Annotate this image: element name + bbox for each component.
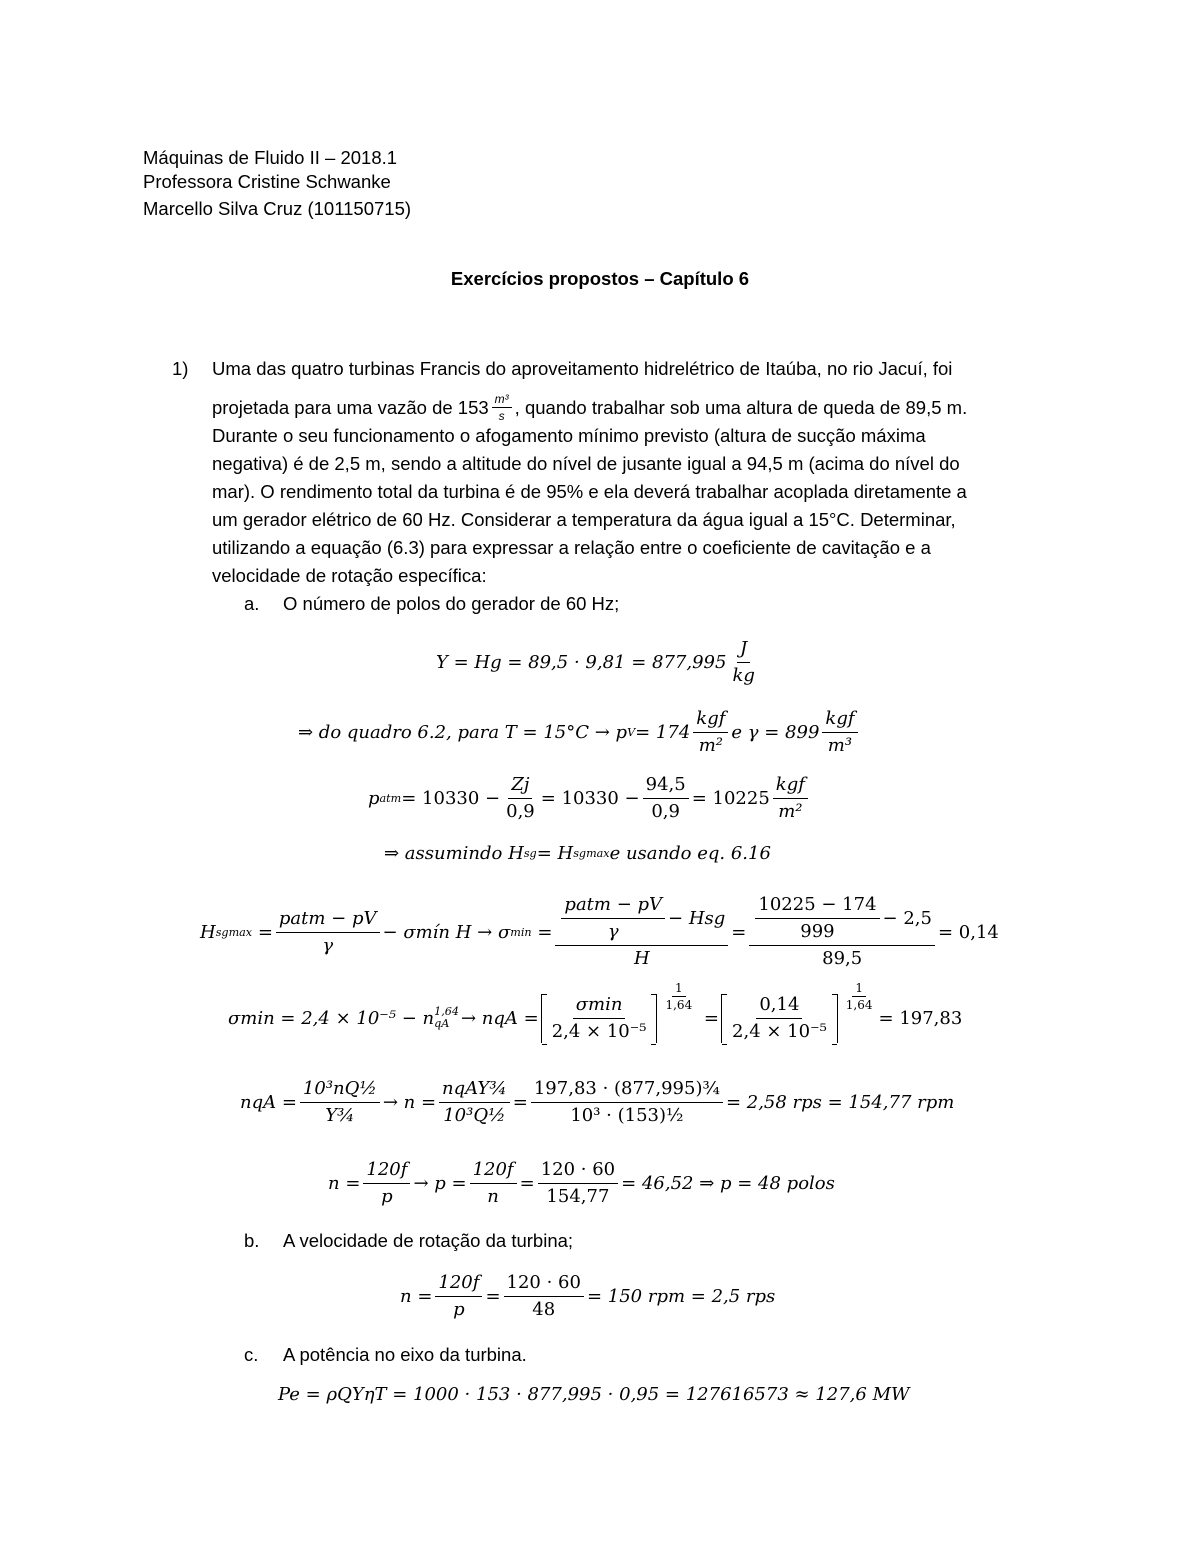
eq2-sub: V [627,726,636,739]
eq6-sup: 1,64 [434,1005,459,1018]
eq7-frac-1 [300,1078,380,1127]
line2-pre: projetada para uma vazão de 153 [212,396,489,418]
eq4-s2: sgmax [573,847,610,860]
problem-line-3: Durante o seu funcionamento o afogamento mínimo previsto (altura de sucção máxima [212,425,926,446]
eq5-msub: min [510,925,532,939]
eq9-result: = 150 rpm = 2,5 rps [586,1285,776,1307]
eq8-mid: → p = [413,1172,467,1194]
line2-post: , quando trabalhar sob uma altura de queda de 89,5 m. [514,396,968,418]
eq9-frac-2 [504,1272,584,1321]
eq5-frac2-den: H [634,948,650,969]
equation-8: n = $\frac{120f}{p}$ → p = $\frac{120f}{n}$ = $\frac{120 \cdot 60}{154,77}$ = 46,52 ⇒ p = 48 polos [328,1158,835,1207]
item-b-letter: b. [244,1230,260,1251]
eq2-unit1-den: m² [698,735,723,756]
eq2-lhs: ⇒ do quadro 6.2, para T = 15°C → p [298,722,628,743]
eq9-lhs: n = [400,1285,433,1307]
eq4-a: ⇒ assumindo H [384,843,524,864]
problem-number: 1) [172,358,189,379]
item-a-text: O número de polos do gerador de 60 Hz; [283,593,620,614]
eq5-result: = 0,14 [937,921,999,943]
eq4-c: e usando eq. 6.16 [609,843,771,864]
eq5-lsub: sgmax [215,925,253,939]
eq5-mid: − σmín H → σ [382,921,511,943]
eq8-frac3-den: 154,77 [546,1185,610,1207]
flow-unit [492,393,512,422]
eq6-frac2-num: 0,14 [756,994,802,1019]
eq7-frac2-den: 10³Q½ [443,1104,506,1126]
equation-5: H sgmax = patm − pV γ − σmín H → σ min = patm − pV γ − Hsg H = 10225 − 174 999 − 2,5 89,5 = 0,14 [200,894,999,969]
eq8-frac1-num: 120f [363,1159,410,1184]
eq5-lhs: H [200,921,216,943]
eq3-asub: atm [379,792,402,805]
eq3-frac-2 [643,774,689,823]
eq1-unit-den: kg [732,665,755,686]
eq6-exponent-2 [843,982,876,1011]
student-line: Marcello Silva Cruz (101150715) [143,198,412,219]
eq9-frac2-den: 48 [532,1298,556,1320]
eq8-frac1-den: p [381,1185,393,1207]
professor-line: Professora Cristine Schwanke [143,171,391,192]
problem-line-2 [212,393,967,422]
eq7-lhs: nqA = [240,1091,297,1113]
problem-line-7: utilizando a equação (6.3) para expressar a relação entre o coeficiente de cavitação e a [212,537,931,558]
eq6-b: → nqA = [460,1007,539,1029]
item-c-text: A potência no eixo da turbina. [283,1344,527,1365]
eq6-exp1-num: 1 [672,982,686,997]
eq5-frac2-num-b: γ [607,921,619,942]
eq8-result: = 46,52 ⇒ p = 48 polos [621,1172,835,1194]
eq2-unit2-num: kgf [822,708,857,733]
eq8-frac-2 [470,1159,517,1208]
eq3-a: p [368,788,380,809]
eq9-frac2-num: 120 · 60 [504,1272,584,1297]
eq5-frac-2 [555,894,728,970]
item-b-text: A velocidade de rotação da turbina; [283,1230,574,1251]
eq5-frac3-num-b: 999 [800,921,835,942]
eq2-unit2-den: m³ [827,735,853,756]
eq7-frac-2 [439,1078,510,1127]
eq7-frac1-den: Y¾ [325,1104,355,1126]
equation-10 [278,1384,910,1405]
eq7-frac-3 [531,1078,723,1127]
equation-7: nqA = $\frac{\text{10³nQ½}}{\text{Y¾}}$ → n = nqAY¾ 10³Q½ = $\frac{\text{197,83 · (877,995)¾}}{\text{10³ · (153)½}}$ = 2,58 rps = 154,77 rpm [240,1077,955,1126]
item-c-letter: c. [244,1344,259,1365]
eq7-frac3-num: 197,83 · (877,995)¾ [531,1078,723,1103]
page-title: Exercícios propostos – Capítulo 6 [450,268,750,289]
eq6-result: = 197,83 [878,1007,963,1029]
eq3-unit-den: m² [778,801,803,822]
eq7-frac3-den: 10³ · (153)½ [570,1104,684,1126]
problem-line-1: Uma das quatro turbinas Francis do aproveitamento hidrelétrico de Itaúba, no rio Jacuí, foi [212,358,953,379]
eq6-frac1-num: σmin [573,994,626,1019]
eq6-frac1-den: 2,4 × 10⁻⁵ [551,1020,647,1042]
problem-line-5: mar). O rendimento total da turbina é de 95% e ela deverá trabalhar acoplada diretamente a [212,481,967,502]
eq3-frac2-den: 0,9 [651,801,680,822]
eq2-and: e γ = 899 [731,722,820,743]
eq8-frac3-num: 120 · 60 [538,1159,618,1184]
eq3-unit [773,774,808,823]
eq8-frac2-den: n [487,1185,499,1207]
eq6-a: σmin = 2,4 × 10⁻⁵ − n [228,1007,435,1029]
eq2-mid: = 174 [635,722,691,743]
eq3-b: = 10330 − [401,788,501,809]
eq3-d: = 10225 [691,788,770,809]
eq9-frac1-num: 120f [435,1272,482,1297]
eq5-frac3-num-a: 10225 − 174 [755,894,879,919]
eq6-bracket-1 [541,994,658,1043]
eq3-c: = 10330 − [540,788,640,809]
flow-unit-den: s [498,409,505,423]
eq5-frac-1 [276,908,380,957]
eq6-exponent-1 [662,982,695,1011]
flow-unit-num: m³ [492,393,512,408]
eq5-frac1-den: γ [322,934,334,956]
eq3-frac1-num: Zj [508,774,532,799]
eq3-frac-1 [503,774,538,823]
eq3-frac2-num: 94,5 [643,774,689,799]
eq8-frac2-num: 120f [470,1159,517,1184]
eq3-frac1-den: 0,9 [506,801,535,822]
eq8-lhs: n = [328,1172,361,1194]
eq7-frac2-num: nqAY¾ [439,1078,510,1103]
equation-2 [298,708,861,757]
eq6-exp2-num: 1 [852,982,866,997]
eq4-b: = H [536,843,574,864]
equation-4 [384,843,771,864]
eq5-frac2-num-c: − Hsg [668,907,726,929]
equation-1 [436,638,761,687]
course-line: Máquinas de Fluido II – 2018.1 [143,147,398,168]
eq8-frac-3 [538,1159,618,1208]
eq5-frac-3 [749,894,935,970]
equation-3 [368,774,811,823]
eq7-result: = 2,58 rps = 154,77 rpm [725,1091,955,1113]
eq6-exp2-den: 1,64 [845,998,873,1012]
eq1-lhs: Y = Hg = 89,5 · 9,81 = 877,995 [436,652,727,673]
eq5-frac3-num-c: − 2,5 [882,907,932,929]
eq1-unit-num: J [737,638,750,663]
eq9-frac-1 [435,1272,482,1321]
equation-9: n = $\frac{120f}{p}$ = $\frac{120 \cdot 60}{48}$ = 150 rpm = 2,5 rps [400,1271,776,1320]
item-a-letter: a. [244,593,260,614]
eq7-frac1-num: 10³nQ½ [300,1078,380,1103]
eq6-exp1-den: 1,64 [665,998,693,1012]
eq5-frac2-num-a: patm − pV [561,894,665,919]
problem-line-8: velocidade de rotação específica: [212,565,487,586]
eq1-unit [729,638,757,687]
eq2-unit-1 [693,708,728,757]
eq9-frac1-den: p [453,1298,465,1320]
eq2-unit-2 [822,708,857,757]
eq8-frac-1 [363,1159,410,1208]
eq6-frac2-den: 2,4 × 10⁻⁵ [732,1020,827,1042]
problem-line-6: um gerador elétrico de 60 Hz. Considerar a temperatura da água igual a 15°C. Determinar, [212,509,956,530]
eq2-unit1-num: kgf [693,708,728,733]
equation-6: σmin = 2,4 × 10⁻⁵ − n 1,64 qA → nqA = σmin 2,4 × 10⁻⁵ $\frac{1}{1,64}$ = $\frac{0,14}{\text{2,4 × 10⁻⁵}}$ $\frac{1}{1,64}$ = 197,83 [228,981,963,1042]
eq3-unit-num: kgf [773,774,808,799]
eq5-frac3-den: 89,5 [822,948,863,969]
eq10: Pe = ρQYηT = 1000 · 153 · 877,995 · 0,95 = 127616573 ≈ 127,6 MW [278,1384,910,1405]
eq4-s1: sg [523,847,537,860]
problem-line-4: negativa) é de 2,5 m, sendo a altitude do nível de jusante igual a 94,5 m (acima do nível do [212,453,960,474]
eq6-sub: qA [434,1017,450,1030]
eq5-frac1-num: patm − pV [276,908,380,933]
eq6-bracket-2 [721,994,838,1043]
eq7-mid: → n = [382,1091,437,1113]
